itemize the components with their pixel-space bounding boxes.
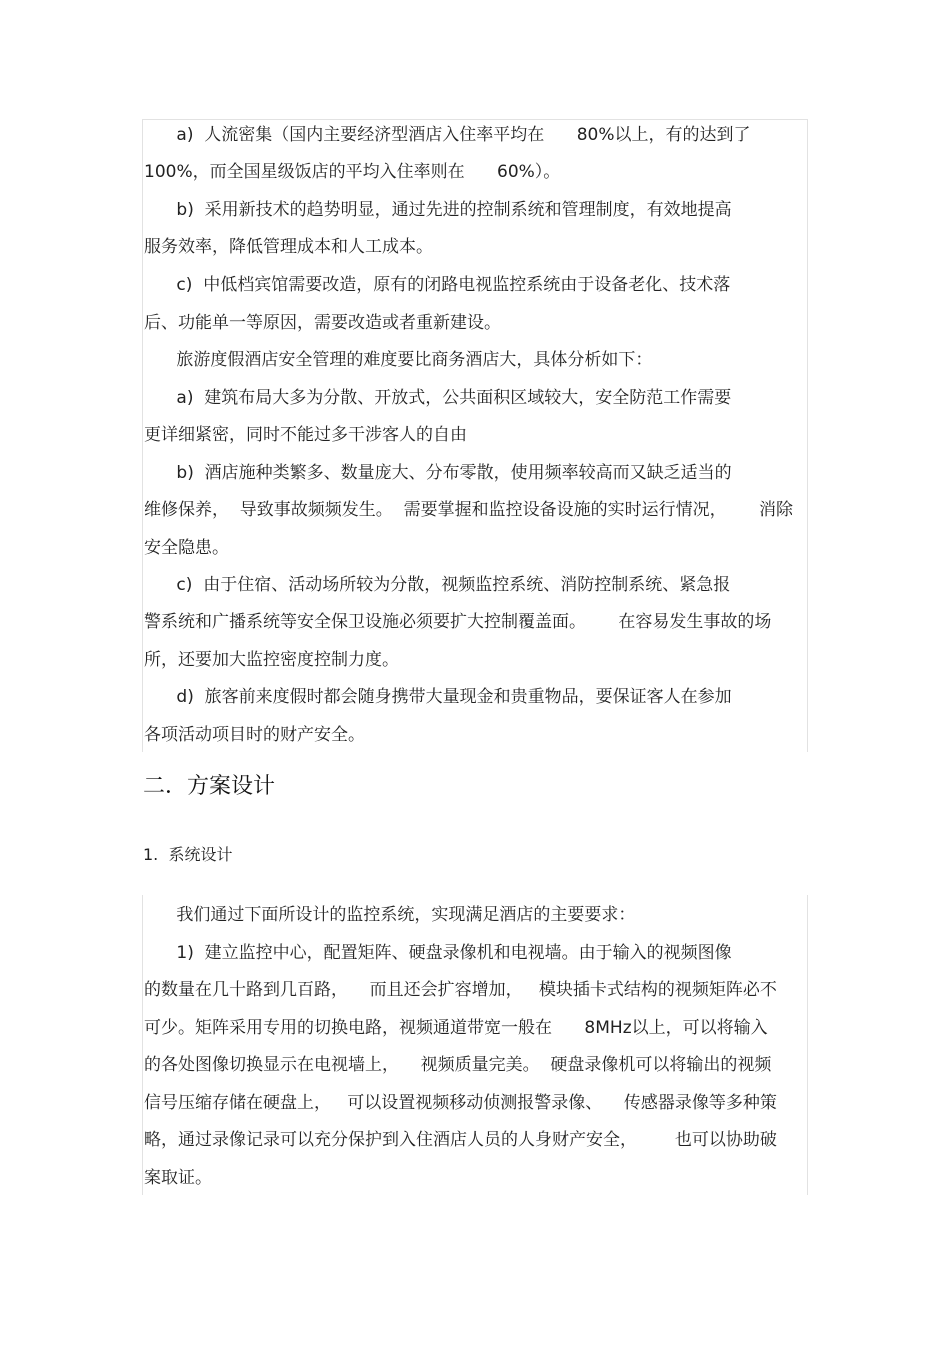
text-line: 1) 建立监控中心，配置矩阵、硬盘录像机和电视墙。由于输入的视频图像 bbox=[144, 943, 732, 963]
section-subheading: 1. 系统设计 bbox=[143, 845, 233, 864]
text-line: c) 由于住宿、活动场所较为分散，视频监控系统、消防控制系统、紧急报 bbox=[144, 575, 731, 595]
text-line: 所，还要加大监控密度控制力度。 bbox=[144, 650, 399, 670]
text-frame-lower bbox=[142, 895, 808, 1195]
section-heading: 二．方案设计 bbox=[143, 774, 276, 799]
text-line: d) 旅客前来度假时都会随身携带大量现金和贵重物品，要保证客人在参加 bbox=[144, 687, 732, 707]
text-line: 100%，而全国星级饭店的平均入住率则在 60%）。 bbox=[144, 162, 561, 182]
text-line: 我们通过下面所设计的监控系统，实现满足酒店的主要要求： bbox=[144, 905, 636, 925]
text-line: 案取证。 bbox=[144, 1168, 212, 1188]
text-line: 的各处图像切换显示在电视墙上， 视频质量完美。 硬盘录像机可以将输出的视频 bbox=[144, 1055, 772, 1075]
text-line: b) 酒店施种类繁多、数量庞大、分布零散，使用频率较高而又缺乏适当的 bbox=[144, 463, 732, 483]
text-line: 服务效率，降低管理成本和人工成本。 bbox=[144, 237, 433, 257]
text-line: 略，通过录像记录可以充分保护到入住酒店人员的人身财产安全， 也可以协助破 bbox=[144, 1130, 777, 1150]
text-line: 信号压缩存储在硬盘上， 可以设置视频移动侦测报警录像、 传感器录像等多种策 bbox=[144, 1093, 777, 1113]
text-line: c) 中低档宾馆需要改造，原有的闭路电视监控系统由于设备老化、技术落 bbox=[144, 275, 731, 295]
text-line: 旅游度假酒店安全管理的难度要比商务酒店大，具体分析如下： bbox=[144, 350, 653, 370]
text-line: 可少。矩阵采用专用的切换电路，视频通道带宽一般在 8MHz以上，可以将输入 bbox=[144, 1018, 768, 1038]
text-line: 安全隐患。 bbox=[144, 538, 229, 558]
text-line: 更详细紧密，同时不能过多干涉客人的自由 bbox=[144, 425, 467, 445]
text-line: 后、功能单一等原因，需要改造或者重新建设。 bbox=[144, 313, 501, 333]
text-line: a) 人流密集（国内主要经济型酒店入住率平均在 80%以上，有的达到了 bbox=[144, 125, 751, 145]
text-line: b) 采用新技术的趋势明显，通过先进的控制系统和管理制度，有效地提高 bbox=[144, 200, 732, 220]
text-line: 各项活动项目时的财产安全。 bbox=[144, 725, 365, 745]
text-line: a) 建筑布局大多为分散、开放式，公共面积区域较大，安全防范工作需要 bbox=[144, 388, 732, 408]
text-line: 警系统和广播系统等安全保卫设施必须要扩大控制覆盖面。 在容易发生事故的场 bbox=[144, 612, 772, 632]
text-line: 维修保养， 导致事故频频发生。 需要掌握和监控设备设施的实时运行情况， 消除 bbox=[144, 500, 794, 520]
text-line: 的数量在几十路到几百路， 而且还会扩容增加， 模块插卡式结构的视频矩阵必不 bbox=[144, 980, 777, 1000]
